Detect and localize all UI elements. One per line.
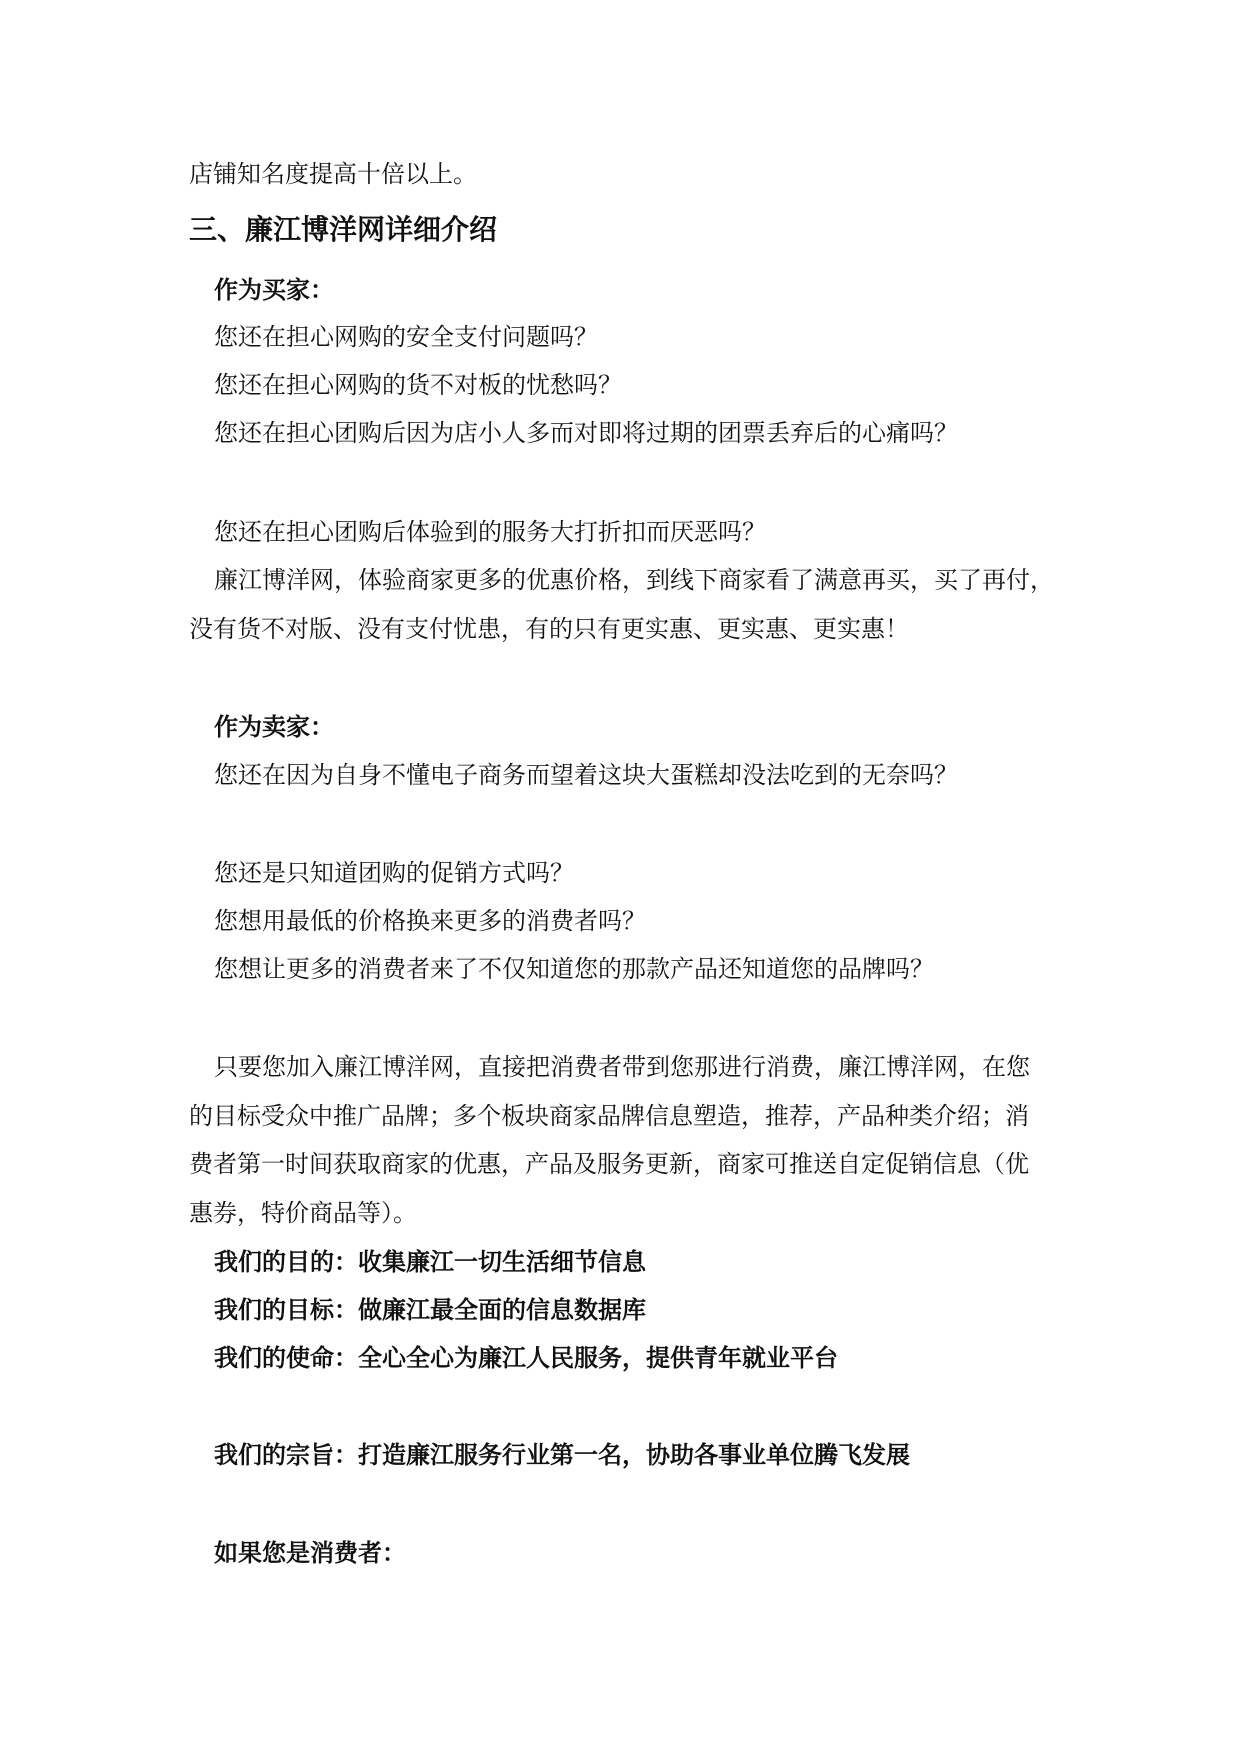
seller-title: 作为卖家：: [214, 713, 334, 741]
mission-tenet: 我们的宗旨：打造廉江服务行业第一名，协助各事业单位腾飞发展: [214, 1441, 910, 1469]
section-heading: 三、廉江博洋网详细介绍: [189, 213, 498, 246]
intro-tail-text: 店铺知名度提高十倍以上。: [189, 160, 477, 188]
seller-paragraph-line-3: 费者第一时间获取商家的优惠，产品及服务更新，商家可推送自定促销信息（优: [189, 1150, 1029, 1178]
seller-paragraph-line-2: 的目标受众中推广品牌；多个板块商家品牌信息塑造，推荐，产品种类介绍；消: [189, 1102, 1029, 1130]
seller-question-1: 您还在因为自身不懂电子商务而望着这块大蛋糕却没法吃到的无奈吗？: [214, 761, 958, 789]
buyer-paragraph-line-2: 没有货不对版、没有支付忧患，有的只有更实惠、更实惠、更实惠！: [189, 615, 909, 643]
mission-goal: 我们的目标：做廉江最全面的信息数据库: [214, 1296, 646, 1324]
consumer-title: 如果您是消费者：: [214, 1539, 406, 1567]
seller-paragraph-line-1: 只要您加入廉江博洋网，直接把消费者带到您那进行消费，廉江博洋网，在您: [214, 1053, 1030, 1081]
buyer-paragraph-line-1: 廉江博洋网，体验商家更多的优惠价格，到线下商家看了满意再买，买了再付，: [214, 566, 1054, 594]
seller-question-4: 您想让更多的消费者来了不仅知道您的那款产品还知道您的品牌吗？: [214, 955, 934, 983]
seller-question-2: 您还是只知道团购的促销方式吗？: [214, 859, 574, 887]
buyer-question-3: 您还在担心团购后因为店小人多而对即将过期的团票丢弃后的心痛吗？: [214, 419, 958, 447]
seller-question-3: 您想用最低的价格换来更多的消费者吗？: [214, 907, 646, 935]
buyer-question-2: 您还在担心网购的货不对板的忧愁吗？: [214, 371, 622, 399]
buyer-title: 作为买家：: [214, 276, 334, 304]
mission-purpose: 我们的目的：收集廉江一切生活细节信息: [214, 1248, 646, 1276]
seller-paragraph-line-4: 惠券，特价商品等）。: [189, 1199, 417, 1227]
buyer-question-1: 您还在担心网购的安全支付问题吗？: [214, 323, 598, 351]
mission-statement: 我们的使命：全心全心为廉江人民服务，提供青年就业平台: [214, 1344, 838, 1372]
buyer-question-4: 您还在担心团购后体验到的服务大打折扣而厌恶吗？: [214, 518, 766, 546]
